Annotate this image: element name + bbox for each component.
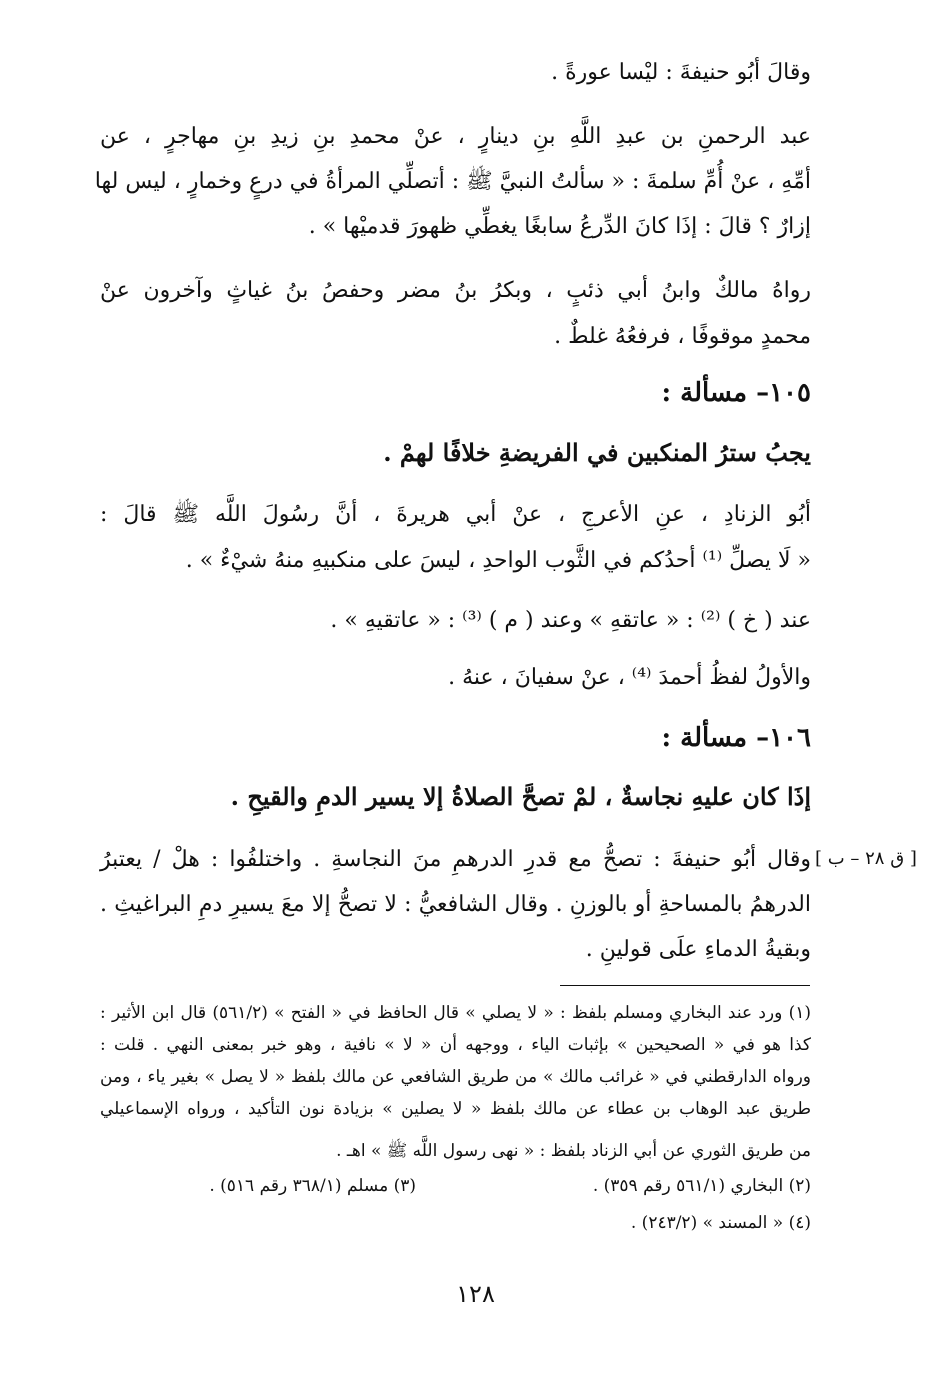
footnote-4: (٤) « المسند » (٢٤٣/٢) . — [630, 1213, 811, 1233]
footnote-1-line: (١) ورد عند البخاري ومسلم بلفظ : « لا يصلي » قال الحافظ في « الفتح » (٥٦١/٢) قال ابن الأثير : — [100, 1003, 811, 1023]
manuscript-folio-note: [ ق ٢٨ – ب ] — [815, 848, 917, 869]
text-line: رواهُ مالكٌ وابنُ أبي ذئبٍ ، وبكرُ بنُ مضر وحفصُ بنُ غياثٍ وآخرون عنْ — [100, 278, 811, 303]
section-heading-105: ١٠٥– مسألة : — [661, 378, 811, 408]
footnote-2: (٢) البخاري (٥٦١/١ رقم ٣٥٩) . — [592, 1176, 811, 1196]
text-line: أبُو الزنادِ ، عنِ الأعرجِ ، عنْ أبي هريرةَ ، أنَّ رسُولَ اللَّه ﷺ قالَ : — [100, 502, 811, 527]
text-line: والأولُ لفظُ أحمدَ ⁽⁴⁾ ، عنْ سفيانَ ، عنهُ . — [448, 665, 811, 690]
footnote-3: (٣) مسلم (٣٦٨/١ رقم ٥١٦) . — [209, 1176, 416, 1196]
footnote-1-line: كذا هو في « الصحيحين » بإثبات الياء ، ووجهه أن « لا » نافية ، وهو خبر بمعنى النهي . قلت : — [100, 1035, 811, 1055]
footnote-1-line: من طريق الثوري عن أبي الزناد بلفظ : « نهى رسول اللَّه ﷺ » اهـ . — [336, 1141, 811, 1161]
footnote-1-line: ورواه الدارقطني في « غرائب مالك » من طريق الشافعي عن مالك بلفظ « لا يصل » بغير ياء ، ومن — [100, 1067, 811, 1087]
footnotes-2-3 — [101, 1176, 811, 1202]
text-line: أمِّهِ ، عنْ أُمِّ سلمةَ : « سألتُ النبيَّ ﷺ : أتصلِّي المرأةُ في درعٍ وخمارٍ ، ليس لها — [94, 169, 811, 194]
text-line: إزارٌ ؟ قالَ : إذَا كانَ الدِّرعُ سابغًا يغطِّي ظهورَ قدميْها » . — [308, 214, 811, 239]
text-line: عبد الرحمنِ بن عبدِ اللَّهِ بنِ دينارٍ ، عنْ محمدِ بنِ زيدِ بنِ مهاجرٍ ، عن — [100, 124, 811, 149]
footnote-divider — [560, 985, 810, 986]
text-line: وقال أبُو حنيفةَ : تصحُّ مع قدرِ الدرهمِ منَ النجاسةِ . واختلفُوا : هلْ / يعتبرُ — [100, 847, 811, 872]
text-line: الدرهمُ بالمساحةِ أو بالوزنِ . وقال الشافعيُّ : لا تصحُّ إلا معَ يسيرِ دمِ البراغيثِ . — [100, 892, 811, 917]
text-line: وقالَ أبُو حنيفةَ : ليْسا عورةً . — [551, 60, 811, 85]
text-line: محمدٍ موقوفًا ، فرفعُهُ غلطٌ . — [554, 324, 811, 349]
page-number: ١٢٨ — [456, 1280, 495, 1308]
ruling-105: يجبُ سترُ المنكبين في الفريضةِ خلافًا لهمْ . — [383, 438, 811, 467]
section-heading-106: ١٠٦– مسألة : — [661, 723, 811, 753]
text-line: « لَا يصلِّ ⁽¹⁾ أحدُكم في الثَّوب الواحدِ ، ليسَ على منكبيهِ منهُ شيْءٌ » . — [185, 548, 811, 573]
footnote-1-line: طريق عبد الوهاب بن عطاء عن مالك بلفظ « لا يصلين » بزيادة نون التأكيد ، ورواه الإسماعيلي — [100, 1099, 811, 1119]
text-line: وبقيةُ الدماءِ علَى قولينِ . — [585, 937, 811, 962]
ruling-106: إذَا كان عليهِ نجاسةٌ ، لمْ تصحَّ الصلاةُ إلا يسير الدمِ والقيحِ . — [230, 782, 811, 811]
text-line: عند ( خ ) ⁽²⁾ : « عاتقهِ » وعند ( م ) ⁽³⁾ : « عاتقيهِ » . — [330, 608, 811, 633]
